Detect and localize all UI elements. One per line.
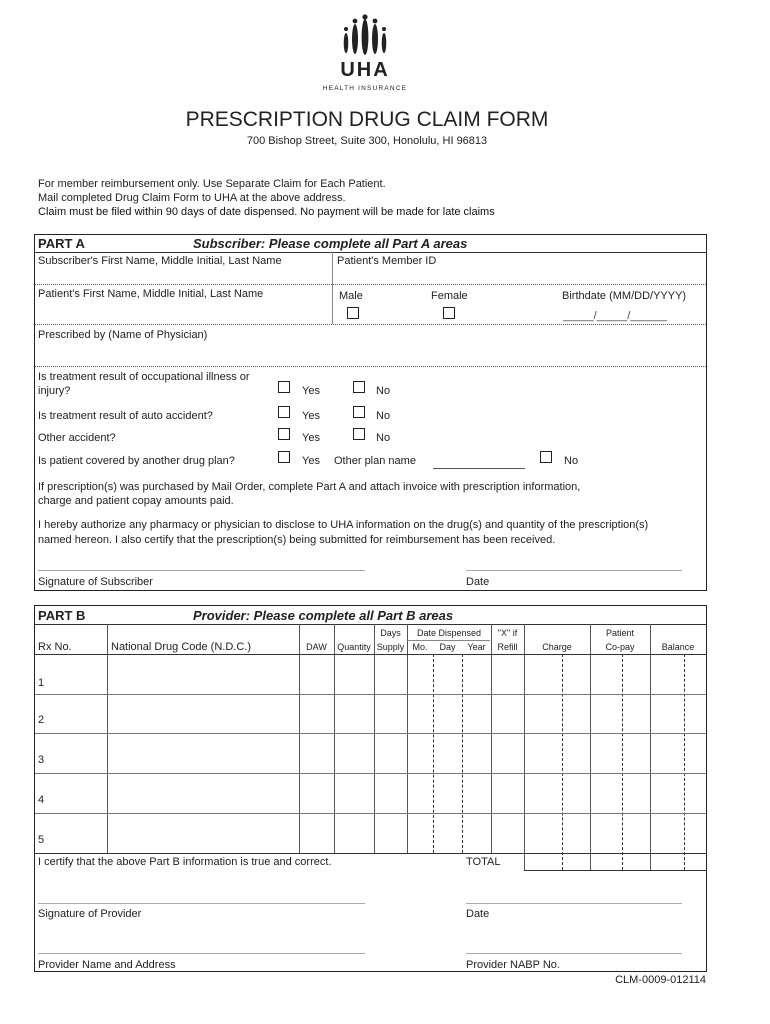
female-checkbox[interactable]: [443, 307, 455, 319]
authorize-line-1: I hereby authorize any pharmacy or physician to disclose to UHA information on the drug(s) and quantity of the prescription(s): [38, 519, 649, 531]
col-days: Days: [380, 628, 401, 638]
logo-tagline: HEALTH INSURANCE: [322, 85, 408, 92]
other-accident-yes-checkbox[interactable]: [278, 428, 290, 440]
rx-row-number: 5: [38, 834, 45, 846]
auto-no-checkbox[interactable]: [353, 406, 365, 418]
col-daw: DAW: [306, 642, 327, 652]
col-refill: Refill: [497, 642, 518, 652]
rx-row-number: 4: [38, 794, 45, 806]
birthdate-field[interactable]: _____/_____/______: [563, 310, 667, 322]
intro-line-2: Mail completed Drug Claim Form to UHA at the above address.: [38, 192, 346, 204]
subscriber-date-line[interactable]: [466, 570, 682, 571]
other-plan-name-label: Other plan name: [334, 455, 416, 467]
col-date-dispensed: Date Dispensed: [416, 628, 482, 638]
provider-date-label: Date: [466, 908, 490, 920]
part-b-heading: Provider: Please complete all Part B areas: [193, 608, 454, 623]
female-label: Female: [431, 290, 468, 302]
q-other-accident: Other accident?: [38, 432, 116, 444]
uha-people-logo-icon: [340, 12, 390, 62]
occupational-yes-label: Yes: [302, 385, 320, 397]
auto-yes-checkbox[interactable]: [278, 406, 290, 418]
member-id-label: Patient's Member ID: [337, 255, 437, 267]
rx-row-number: 2: [38, 714, 45, 726]
other-plan-yes-checkbox[interactable]: [278, 451, 290, 463]
q-auto-accident: Is treatment result of auto accident?: [38, 410, 213, 422]
col-ndc: National Drug Code (N.D.C.): [111, 641, 251, 653]
col-quantity: Quantity: [337, 642, 371, 652]
provider-nabp-line[interactable]: [466, 953, 682, 954]
form-code: CLM-0009-012114: [615, 974, 706, 986]
provider-name-line[interactable]: [38, 953, 365, 954]
provider-name-label: Provider Name and Address: [38, 959, 176, 971]
male-checkbox[interactable]: [347, 307, 359, 319]
col-charge: Charge: [542, 642, 572, 652]
part-a-heading: Subscriber: Please complete all Part A areas: [193, 236, 468, 251]
col-rx-no: Rx No.: [38, 641, 72, 653]
logo-brand: UHA: [340, 59, 390, 81]
subscriber-name-label: Subscriber's First Name, Middle Initial, Last Name: [38, 255, 282, 267]
provider-signature-label: Signature of Provider: [38, 908, 142, 920]
q-other-plan: Is patient covered by another drug plan?: [38, 455, 235, 467]
col-patient: Patient: [605, 628, 635, 638]
col-month: Mo.: [412, 642, 428, 652]
other-plan-no-label: No: [564, 455, 579, 467]
authorize-line-2: named hereon. I also certify that the prescription(s) being submitted for reimbursement has been received.: [38, 534, 556, 546]
mail-order-line-2: charge and patient copay amounts paid.: [38, 495, 234, 507]
intro-line-1: For member reimbursement only. Use Separate Claim for Each Patient.: [38, 178, 386, 190]
occupational-no-label: No: [376, 385, 391, 397]
address: 700 Bishop Street, Suite 300, Honolulu, HI 96813: [246, 135, 488, 147]
provider-date-line[interactable]: [466, 903, 682, 904]
male-label: Male: [339, 290, 363, 302]
other-accident-yes-label: Yes: [302, 432, 320, 444]
subscriber-signature-line[interactable]: [38, 570, 365, 571]
col-balance: Balance: [661, 642, 695, 652]
provider-nabp-label: Provider NABP No.: [466, 959, 560, 971]
mail-order-line-1: If prescription(s) was purchased by Mail Order, complete Part A and attach invoice with prescription information,: [38, 481, 581, 493]
other-plan-no-checkbox[interactable]: [540, 451, 552, 463]
col-day: Day: [439, 642, 456, 652]
page-title: PRESCRIPTION DRUG CLAIM FORM: [185, 108, 549, 131]
q-occupational-line-1: Is treatment result of occupational illness or: [38, 371, 250, 383]
other-plan-yes-label: Yes: [302, 455, 320, 467]
subscriber-date-label: Date: [466, 576, 490, 588]
auto-yes-label: Yes: [302, 410, 320, 422]
birthdate-label: Birthdate (MM/DD/YYYY): [562, 290, 687, 302]
auto-no-label: No: [376, 410, 391, 422]
part-a-label: PART A: [38, 236, 85, 251]
col-year: Year: [467, 642, 486, 652]
col-refill-x: "X" if: [497, 628, 518, 638]
rx-row-number: 1: [38, 677, 45, 689]
occupational-yes-checkbox[interactable]: [278, 381, 290, 393]
intro-line-3: Claim must be filed within 90 days of date dispensed. No payment will be made for late claims: [38, 206, 495, 218]
col-supply: Supply: [376, 642, 405, 652]
physician-label: Prescribed by (Name of Physician): [38, 329, 208, 341]
q-occupational-line-2: injury?: [38, 385, 71, 397]
patient-name-label: Patient's First Name, Middle Initial, Last Name: [38, 288, 264, 300]
occupational-no-checkbox[interactable]: [353, 381, 365, 393]
other-accident-no-label: No: [376, 432, 391, 444]
other-plan-name-field[interactable]: [433, 468, 525, 469]
rx-row-number: 3: [38, 754, 45, 766]
total-label: TOTAL: [466, 856, 501, 868]
provider-certify: I certify that the above Part B information is true and correct.: [38, 856, 332, 868]
part-b-label: PART B: [38, 608, 86, 623]
provider-signature-line[interactable]: [38, 903, 365, 904]
col-copay: Co-pay: [605, 642, 635, 652]
other-accident-no-checkbox[interactable]: [353, 428, 365, 440]
subscriber-signature-label: Signature of Subscriber: [38, 576, 153, 588]
